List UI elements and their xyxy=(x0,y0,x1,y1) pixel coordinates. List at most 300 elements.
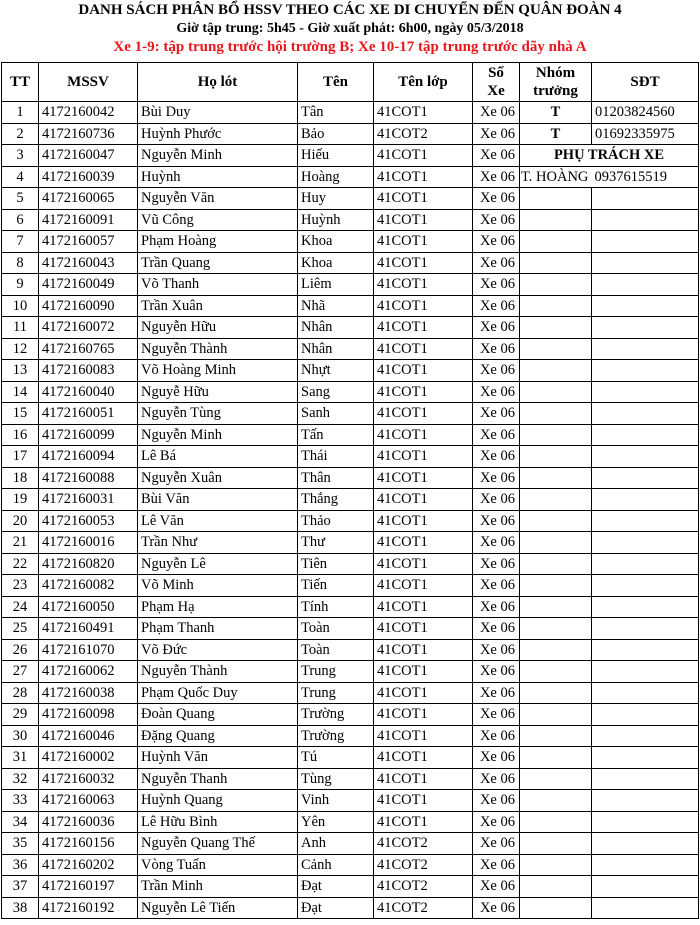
cell-nhom-truong xyxy=(520,725,592,747)
cell-mssv: 4172160065 xyxy=(39,188,138,210)
cell-mssv: 4172160049 xyxy=(39,274,138,296)
cell-tt: 29 xyxy=(2,704,39,726)
table-row xyxy=(2,403,699,425)
cell-sdt xyxy=(592,381,699,403)
table-row xyxy=(2,618,699,640)
cell-so-xe: Xe 06 xyxy=(473,811,520,833)
cell-tt: 12 xyxy=(2,338,39,360)
cell-so-xe: Xe 06 xyxy=(473,446,520,468)
cell-so-xe: Xe 06 xyxy=(473,854,520,876)
table-row xyxy=(2,553,699,575)
cell-ho-lot: Võ Hoàng Minh xyxy=(138,360,298,382)
col-header-ten-lop: Tên lớp xyxy=(374,63,473,102)
cell-mssv: 4172160765 xyxy=(39,338,138,360)
cell-tt: 3 xyxy=(2,145,39,167)
cell-nhom-truong xyxy=(520,876,592,898)
cell-nhom-truong xyxy=(520,510,592,532)
table-row xyxy=(2,768,699,790)
table-row xyxy=(2,381,699,403)
cell-so-xe: Xe 06 xyxy=(473,682,520,704)
cell-ten-lop: 41COT1 xyxy=(374,467,473,489)
table-row xyxy=(2,725,699,747)
cell-ten: Liêm xyxy=(298,274,374,296)
cell-mssv: 4172160156 xyxy=(39,833,138,855)
cell-ten-lop: 41COT2 xyxy=(374,833,473,855)
cell-ho-lot: Nguyễ Hữu xyxy=(138,381,298,403)
cell-tt: 20 xyxy=(2,510,39,532)
cell-mssv: 4172160088 xyxy=(39,467,138,489)
cell-ho-lot: Nguyễn Lê Tiến xyxy=(138,897,298,919)
cell-ten-lop: 41COT1 xyxy=(374,790,473,812)
cell-sdt xyxy=(592,188,699,210)
cell-tt: 10 xyxy=(2,295,39,317)
cell-mssv: 4172160038 xyxy=(39,682,138,704)
cell-nhom-truong xyxy=(520,661,592,683)
cell-nhom-truong: T xyxy=(520,123,592,145)
col-header-so-xe-line2: Xe xyxy=(487,83,505,99)
cell-mssv: 4172160053 xyxy=(39,510,138,532)
cell-sdt xyxy=(592,510,699,532)
cell-tt: 2 xyxy=(2,123,39,145)
cell-ho-lot: Nguyễn Tùng xyxy=(138,403,298,425)
cell-so-xe: Xe 06 xyxy=(473,510,520,532)
cell-nhom-truong xyxy=(520,639,592,661)
gathering-note: Xe 1-9: tập trung trước hội trường B; Xe 10-17 tập trung trước dãy nhà A xyxy=(113,39,587,55)
cell-ten: Cảnh xyxy=(298,854,374,876)
cell-tt: 32 xyxy=(2,768,39,790)
cell-so-xe: Xe 06 xyxy=(473,833,520,855)
cell-so-xe: Xe 06 xyxy=(473,553,520,575)
cell-ten: Tân xyxy=(298,102,374,124)
cell-ten: Đạt xyxy=(298,897,374,919)
cell-tt: 26 xyxy=(2,639,39,661)
cell-mssv: 4172160042 xyxy=(39,102,138,124)
cell-nhom-truong xyxy=(520,854,592,876)
cell-nhom-truong xyxy=(520,209,592,231)
cell-ten-lop: 41COT1 xyxy=(374,188,473,210)
cell-tt: 22 xyxy=(2,553,39,575)
cell-sdt xyxy=(592,467,699,489)
cell-sdt xyxy=(592,532,699,554)
cell-ho-lot: Nguyễn Thành xyxy=(138,338,298,360)
cell-nhom-truong: T xyxy=(520,102,592,124)
cell-sdt xyxy=(592,747,699,769)
table-row xyxy=(2,596,699,618)
cell-ho-lot: Vòng Tuấn xyxy=(138,854,298,876)
cell-ho-lot: Huỳnh Phước xyxy=(138,123,298,145)
cell-tt: 13 xyxy=(2,360,39,382)
cell-ho-lot: Trần Minh xyxy=(138,876,298,898)
cell-so-xe: Xe 06 xyxy=(473,661,520,683)
cell-mssv: 4172160491 xyxy=(39,618,138,640)
cell-nhom-truong xyxy=(520,790,592,812)
cell-nhom-truong xyxy=(520,274,592,296)
cell-sdt xyxy=(592,489,699,511)
cell-ten-lop: 41COT1 xyxy=(374,725,473,747)
table-row xyxy=(2,360,699,382)
cell-ho-lot: Võ Đức xyxy=(138,639,298,661)
cell-so-xe: Xe 06 xyxy=(473,790,520,812)
cell-mssv: 4172160039 xyxy=(39,166,138,188)
cell-mssv: 4172160090 xyxy=(39,295,138,317)
cell-sdt xyxy=(592,811,699,833)
cell-mssv: 4172160099 xyxy=(39,424,138,446)
table-header-row xyxy=(2,63,699,102)
cell-so-xe: Xe 06 xyxy=(473,467,520,489)
cell-ten: Trường xyxy=(298,704,374,726)
cell-ten: Trung xyxy=(298,661,374,683)
cell-sdt xyxy=(592,231,699,253)
table-row xyxy=(2,274,699,296)
table-row xyxy=(2,661,699,683)
cell-tt: 5 xyxy=(2,188,39,210)
cell-so-xe: Xe 06 xyxy=(473,274,520,296)
cell-mssv: 4172160192 xyxy=(39,897,138,919)
cell-tt: 24 xyxy=(2,596,39,618)
table-row xyxy=(2,897,699,919)
cell-ten-lop: 41COT1 xyxy=(374,811,473,833)
cell-tt: 33 xyxy=(2,790,39,812)
cell-tt: 38 xyxy=(2,897,39,919)
cell-ten: Toàn xyxy=(298,618,374,640)
cell-ho-lot: Võ Thanh xyxy=(138,274,298,296)
cell-tt: 1 xyxy=(2,102,39,124)
cell-ten: Hiếu xyxy=(298,145,374,167)
cell-ten-lop: 41COT1 xyxy=(374,360,473,382)
cell-so-xe: Xe 06 xyxy=(473,575,520,597)
cell-nhom-truong xyxy=(520,188,592,210)
col-header-mssv: MSSV xyxy=(39,63,138,102)
cell-ten: Tấn xyxy=(298,424,374,446)
cell-ten: Trường xyxy=(298,725,374,747)
col-header-sdt: SĐT xyxy=(592,63,699,102)
cell-so-xe: Xe 06 xyxy=(473,489,520,511)
cell-sdt xyxy=(592,596,699,618)
cell-ten: Thân xyxy=(298,467,374,489)
cell-so-xe: Xe 06 xyxy=(473,231,520,253)
cell-ho-lot: Lê Hữu Bình xyxy=(138,811,298,833)
cell-mssv: 4172160083 xyxy=(39,360,138,382)
cell-tt: 27 xyxy=(2,661,39,683)
cell-so-xe: Xe 06 xyxy=(473,532,520,554)
cell-so-xe: Xe 06 xyxy=(473,747,520,769)
cell-ten: Khoa xyxy=(298,231,374,253)
cell-ten-lop: 41COT1 xyxy=(374,338,473,360)
cell-ho-lot: Trần Như xyxy=(138,532,298,554)
cell-mssv: 4172160031 xyxy=(39,489,138,511)
cell-so-xe: Xe 06 xyxy=(473,188,520,210)
cell-ten-lop: 41COT1 xyxy=(374,532,473,554)
table-row xyxy=(2,338,699,360)
cell-tt: 31 xyxy=(2,747,39,769)
cell-ten-lop: 41COT1 xyxy=(374,618,473,640)
col-header-so-xe-line1: Số xyxy=(488,65,504,81)
table-row xyxy=(2,790,699,812)
cell-tt: 16 xyxy=(2,424,39,446)
cell-sdt xyxy=(592,897,699,919)
cell-sdt: 01692335975 xyxy=(592,123,699,145)
table-row xyxy=(2,811,699,833)
cell-ten: Vinh xyxy=(298,790,374,812)
cell-ten-lop: 41COT1 xyxy=(374,510,473,532)
cell-mssv: 4172160062 xyxy=(39,661,138,683)
cell-mssv: 4172160036 xyxy=(39,811,138,833)
cell-ho-lot: Trần Quang xyxy=(138,252,298,274)
cell-ho-lot: Huỳnh Văn xyxy=(138,747,298,769)
cell-nhom-truong xyxy=(520,768,592,790)
cell-so-xe: Xe 06 xyxy=(473,424,520,446)
cell-nhom-truong xyxy=(520,596,592,618)
cell-ho-lot: Trần Xuân xyxy=(138,295,298,317)
table-row xyxy=(2,833,699,855)
cell-sdt xyxy=(592,876,699,898)
cell-so-xe: Xe 06 xyxy=(473,338,520,360)
cell-tt: 6 xyxy=(2,209,39,231)
table-row xyxy=(2,682,699,704)
cell-mssv: 4172160098 xyxy=(39,704,138,726)
cell-ho-lot: Võ Minh xyxy=(138,575,298,597)
cell-ten-lop: 41COT1 xyxy=(374,596,473,618)
cell-ten-lop: 41COT2 xyxy=(374,123,473,145)
cell-sdt xyxy=(592,725,699,747)
cell-ten: Thư xyxy=(298,532,374,554)
cell-so-xe: Xe 06 xyxy=(473,381,520,403)
cell-nhom-truong xyxy=(520,252,592,274)
table-row xyxy=(2,446,699,468)
cell-sdt xyxy=(592,338,699,360)
cell-tt: 7 xyxy=(2,231,39,253)
cell-tt: 23 xyxy=(2,575,39,597)
cell-ten: Trung xyxy=(298,682,374,704)
cell-nhom-truong xyxy=(520,704,592,726)
cell-ten-lop: 41COT1 xyxy=(374,317,473,339)
table-row xyxy=(2,188,699,210)
cell-ho-lot: Phạm Hoàng xyxy=(138,231,298,253)
cell-sdt xyxy=(592,295,699,317)
cell-nhom-truong xyxy=(520,467,592,489)
cell-sdt xyxy=(592,274,699,296)
cell-mssv: 4172160094 xyxy=(39,446,138,468)
cell-mssv: 4172160202 xyxy=(39,854,138,876)
cell-ten-lop: 41COT1 xyxy=(374,661,473,683)
cell-ten-lop: 41COT1 xyxy=(374,403,473,425)
cell-nhom-truong: T. HOÀNG xyxy=(520,166,592,188)
cell-ho-lot: Bùi Duy xyxy=(138,102,298,124)
table-row xyxy=(2,532,699,554)
cell-ten-lop: 41COT1 xyxy=(374,639,473,661)
cell-so-xe: Xe 06 xyxy=(473,252,520,274)
cell-mssv: 4172160050 xyxy=(39,596,138,618)
cell-tt: 34 xyxy=(2,811,39,833)
table-row xyxy=(2,747,699,769)
cell-tt: 8 xyxy=(2,252,39,274)
cell-ten-lop: 41COT1 xyxy=(374,102,473,124)
cell-nhom-truong xyxy=(520,231,592,253)
table-row xyxy=(2,123,699,145)
cell-ten: Tính xyxy=(298,596,374,618)
cell-mssv: 4172161070 xyxy=(39,639,138,661)
cell-ten: Toàn xyxy=(298,639,374,661)
cell-ten-lop: 41COT1 xyxy=(374,274,473,296)
cell-sdt xyxy=(592,833,699,855)
cell-ten-lop: 41COT2 xyxy=(374,876,473,898)
cell-ten: Bảo xyxy=(298,123,374,145)
cell-sdt xyxy=(592,768,699,790)
cell-mssv: 4172160063 xyxy=(39,790,138,812)
cell-tt: 28 xyxy=(2,682,39,704)
cell-ten-lop: 41COT1 xyxy=(374,231,473,253)
table-row xyxy=(2,854,699,876)
cell-nhom-truong xyxy=(520,338,592,360)
cell-ten: Tú xyxy=(298,747,374,769)
cell-tt: 21 xyxy=(2,532,39,554)
cell-so-xe: Xe 06 xyxy=(473,897,520,919)
cell-tt: 9 xyxy=(2,274,39,296)
cell-mssv: 4172160032 xyxy=(39,768,138,790)
col-header-nhom-line1: Nhóm xyxy=(535,65,576,81)
cell-ten: Khoa xyxy=(298,252,374,274)
student-bus-table xyxy=(1,62,699,919)
cell-so-xe: Xe 06 xyxy=(473,123,520,145)
cell-so-xe: Xe 06 xyxy=(473,596,520,618)
cell-ten: Nhã xyxy=(298,295,374,317)
table-row xyxy=(2,467,699,489)
cell-mssv: 4172160040 xyxy=(39,381,138,403)
cell-sdt xyxy=(592,209,699,231)
cell-sdt xyxy=(592,661,699,683)
cell-tt: 18 xyxy=(2,467,39,489)
cell-sdt xyxy=(592,639,699,661)
cell-mssv: 4172160051 xyxy=(39,403,138,425)
cell-ten-lop: 41COT1 xyxy=(374,295,473,317)
cell-ten-lop: 41COT1 xyxy=(374,682,473,704)
cell-mssv: 4172160082 xyxy=(39,575,138,597)
cell-ten-lop: 41COT1 xyxy=(374,166,473,188)
cell-ho-lot: Lê Văn xyxy=(138,510,298,532)
cell-ten-lop: 41COT1 xyxy=(374,424,473,446)
table-row xyxy=(2,231,699,253)
cell-ho-lot: Đoàn Quang xyxy=(138,704,298,726)
cell-sdt xyxy=(592,682,699,704)
cell-ten-lop: 41COT1 xyxy=(374,252,473,274)
table-row xyxy=(2,252,699,274)
cell-ten: Huy xyxy=(298,188,374,210)
cell-sdt xyxy=(592,360,699,382)
cell-ho-lot: Nguyễn Minh xyxy=(138,145,298,167)
cell-ten: Thắng xyxy=(298,489,374,511)
cell-sdt xyxy=(592,704,699,726)
cell-ho-lot: Phạm Hạ xyxy=(138,596,298,618)
cell-ten: Nhân xyxy=(298,338,374,360)
cell-ten: Nhân xyxy=(298,317,374,339)
cell-ten-lop: 41COT1 xyxy=(374,381,473,403)
cell-ho-lot: Nguyễn Xuân xyxy=(138,467,298,489)
cell-nhom-truong xyxy=(520,424,592,446)
cell-ho-lot: Vũ Công xyxy=(138,209,298,231)
cell-mssv: 4172160047 xyxy=(39,145,138,167)
cell-so-xe: Xe 06 xyxy=(473,618,520,640)
cell-ten: Thảo xyxy=(298,510,374,532)
cell-mssv: 4172160072 xyxy=(39,317,138,339)
cell-ten-lop: 41COT1 xyxy=(374,209,473,231)
cell-ho-lot: Phạm Quốc Duy xyxy=(138,682,298,704)
col-header-tt: TT xyxy=(2,63,39,102)
cell-ten-lop: 41COT1 xyxy=(374,446,473,468)
cell-nhom-truong xyxy=(520,295,592,317)
table-row xyxy=(2,639,699,661)
cell-ho-lot: Nguyễn Hữu xyxy=(138,317,298,339)
cell-tt: 19 xyxy=(2,489,39,511)
cell-mssv: 4172160046 xyxy=(39,725,138,747)
document-subtitle: Giờ tập trung: 5h45 - Giờ xuất phát: 6h00, ngày 05/3/2018 xyxy=(176,21,524,36)
table-row xyxy=(2,575,699,597)
cell-so-xe: Xe 06 xyxy=(473,295,520,317)
cell-ten: Tiên xyxy=(298,553,374,575)
cell-nhom-truong xyxy=(520,682,592,704)
cell-mssv: 4172160016 xyxy=(39,532,138,554)
cell-mssv: 4172160043 xyxy=(39,252,138,274)
cell-ten: Yên xyxy=(298,811,374,833)
cell-tt: 17 xyxy=(2,446,39,468)
table-row xyxy=(2,102,699,124)
cell-so-xe: Xe 06 xyxy=(473,403,520,425)
cell-ten-lop: 41COT1 xyxy=(374,575,473,597)
cell-so-xe: Xe 06 xyxy=(473,768,520,790)
document-title: DANH SÁCH PHÂN BỔ HSSV THEO CÁC XE DI CHUYỂN ĐẾN QUÂN ĐOÀN 4 xyxy=(78,2,622,18)
cell-sdt xyxy=(592,424,699,446)
cell-so-xe: Xe 06 xyxy=(473,166,520,188)
cell-ten-lop: 41COT1 xyxy=(374,489,473,511)
cell-sdt xyxy=(592,553,699,575)
cell-ten: Nhựt xyxy=(298,360,374,382)
cell-sdt xyxy=(592,252,699,274)
table-row xyxy=(2,166,699,188)
cell-tt: 37 xyxy=(2,876,39,898)
cell-so-xe: Xe 06 xyxy=(473,725,520,747)
cell-ten: Huỳnh xyxy=(298,209,374,231)
col-header-ho-lot: Họ lót xyxy=(138,63,298,102)
cell-ten: Sang xyxy=(298,381,374,403)
cell-nhom-truong xyxy=(520,575,592,597)
cell-ten: Tiến xyxy=(298,575,374,597)
car-leader-label: PHỤ TRÁCH XE xyxy=(520,145,699,167)
cell-ho-lot: Đặng Quang xyxy=(138,725,298,747)
cell-ho-lot: Nguyễn Thanh xyxy=(138,768,298,790)
cell-ten: Anh xyxy=(298,833,374,855)
cell-ten: Hoàng xyxy=(298,166,374,188)
cell-tt: 15 xyxy=(2,403,39,425)
table-row xyxy=(2,510,699,532)
cell-tt: 36 xyxy=(2,854,39,876)
cell-ten: Thái xyxy=(298,446,374,468)
cell-mssv: 4172160736 xyxy=(39,123,138,145)
cell-mssv: 4172160820 xyxy=(39,553,138,575)
cell-ho-lot: Nguyễn Minh xyxy=(138,424,298,446)
cell-nhom-truong xyxy=(520,811,592,833)
cell-ten: Đạt xyxy=(298,876,374,898)
cell-ho-lot: Nguyễn Lê xyxy=(138,553,298,575)
cell-nhom-truong xyxy=(520,360,592,382)
cell-nhom-truong xyxy=(520,897,592,919)
cell-mssv: 4172160197 xyxy=(39,876,138,898)
col-header-ten: Tên xyxy=(298,63,374,102)
cell-ten-lop: 41COT1 xyxy=(374,145,473,167)
col-header-nhom-line2: trưởng xyxy=(533,83,578,99)
cell-sdt xyxy=(592,403,699,425)
cell-mssv: 4172160002 xyxy=(39,747,138,769)
cell-tt: 35 xyxy=(2,833,39,855)
cell-sdt xyxy=(592,317,699,339)
